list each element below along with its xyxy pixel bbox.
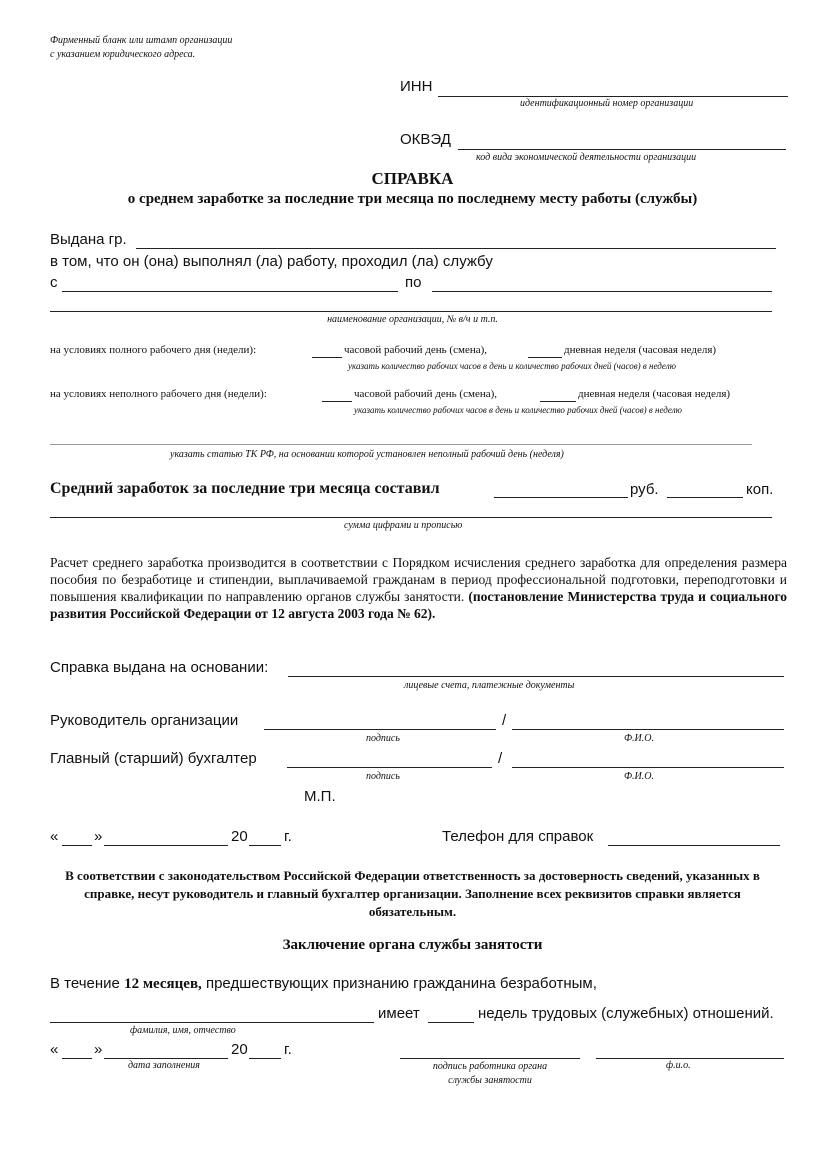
organization-field[interactable]	[50, 311, 772, 312]
conclusion-weeks-label: недель трудовых (служебных) отношений.	[478, 1005, 774, 1022]
conclusion-fio-short-note: ф.и.о.	[666, 1060, 691, 1071]
accountant-label: Главный (старший) бухгалтер	[50, 750, 257, 767]
full-time-note: указать количество рабочих часов в день и количество рабочих дней (часов) в неделю	[348, 361, 676, 371]
okved-note: код вида экономической деятельности организации	[476, 152, 697, 163]
conclusion-date-year-suffix: г.	[284, 1041, 292, 1058]
full-time-hours-field[interactable]	[312, 357, 342, 358]
stamp-place: М.П.	[304, 788, 336, 805]
director-signature-field[interactable]	[264, 729, 496, 730]
director-name-note: Ф.И.О.	[624, 733, 654, 744]
conclusion-line-bold: 12 месяцев,	[124, 976, 202, 992]
conclusion-fio-note: фамилия, имя, отчество	[130, 1025, 236, 1036]
inn-field[interactable]	[438, 96, 788, 97]
full-time-week-label: дневная неделя (часовая неделя)	[564, 344, 717, 356]
date-year-suffix: г.	[284, 828, 292, 845]
inn-label: ИНН	[400, 78, 433, 95]
basis-note: лицевые счета, платежные документы	[404, 680, 575, 691]
accountant-name-field[interactable]	[512, 767, 784, 768]
director-slash: /	[502, 712, 507, 729]
average-kop-label: коп.	[746, 481, 774, 498]
document-subtitle: о среднем заработке за последние три месяца по последнему месту работы (службы)	[127, 191, 698, 207]
letterhead-line-1: Фирменный бланк или штамп организации	[50, 35, 233, 46]
accountant-signature-field[interactable]	[287, 767, 492, 768]
conclusion-date-open: «	[50, 1041, 59, 1058]
basis-label: Справка выдана на основании:	[50, 659, 269, 676]
part-time-prefix: на условиях неполного рабочего дня (недели):	[50, 388, 267, 400]
average-kop-field[interactable]	[667, 497, 743, 498]
tk-article-field[interactable]	[50, 444, 752, 445]
average-rub-label: руб.	[630, 481, 659, 498]
conclusion-fio-field[interactable]	[50, 1022, 374, 1023]
conclusion-weeks-field[interactable]	[428, 1022, 474, 1023]
accountant-slash: /	[498, 750, 503, 767]
full-time-hours-label: часовой рабочий день (смена),	[344, 344, 488, 356]
part-time-week-label: дневная неделя (часовая неделя)	[578, 388, 731, 400]
conclusion-date-day-field[interactable]	[62, 1058, 92, 1059]
phone-label: Телефон для справок	[442, 828, 594, 845]
conclusion-line-post: предшествующих признанию гражданина безработным,	[205, 975, 597, 992]
calc-paragraph-bold: (постановление Министерства труда и социального развития Российской Федерации от 12 августа 2003 года № 62).	[50, 589, 787, 621]
issued-to-label: Выдана гр.	[50, 231, 127, 248]
date-month-field[interactable]	[104, 845, 228, 846]
average-rub-field[interactable]	[494, 497, 628, 498]
part-time-note: указать количество рабочих часов в день и количество рабочих дней (часов) в неделю	[354, 405, 682, 415]
worked-text: в том, что он (она) выполнял (ла) работу, проходил (ла) службу	[50, 253, 493, 270]
letterhead-line-2: с указанием юридического адреса.	[50, 49, 196, 60]
conclusion-date-year-field[interactable]	[249, 1058, 281, 1059]
to-label: по	[405, 274, 422, 291]
document-title: СПРАВКА	[371, 169, 454, 188]
full-time-prefix: на условиях полного рабочего дня (недели):	[50, 344, 257, 356]
part-time-hours-field[interactable]	[322, 401, 352, 402]
conclusion-date-note: дата заполнения	[128, 1060, 200, 1071]
part-time-days-field[interactable]	[540, 401, 576, 402]
conclusion-title: Заключение органа службы занятости	[282, 937, 543, 953]
average-note: сумма цифрами и прописью	[344, 520, 463, 531]
date-year-prefix: 20	[231, 828, 248, 845]
conclusion-date-year-prefix: 20	[231, 1041, 248, 1058]
director-name-field[interactable]	[512, 729, 784, 730]
accountant-sign-note: подпись	[366, 771, 400, 782]
average-text: Средний заработок за последние три месяца составил	[50, 480, 440, 497]
conclusion-worker-signature-field[interactable]	[400, 1058, 580, 1059]
date-open-quote: «	[50, 828, 59, 845]
average-words-field[interactable]	[50, 517, 772, 518]
accountant-name-note: Ф.И.О.	[624, 771, 654, 782]
conclusion-sign-note-line-1: подпись работника органа	[432, 1061, 548, 1072]
director-sign-note: подпись	[366, 733, 400, 744]
to-date-field[interactable]	[432, 291, 772, 292]
conclusion-sign-note-line-2: службы занятости	[448, 1075, 532, 1086]
calc-paragraph-text: Расчет среднего заработка производится в соответствии с Порядком исчисления среднего заработка для определения размера пособия по безработице и стипендии, выплачиваемой гражданам в период профессиональной подготовки, переподготовки и повышения квалификации по направлению органов службы занятости.	[50, 555, 787, 604]
inn-note: идентификационный номер организации	[520, 98, 694, 109]
part-time-hours-label: часовой рабочий день (смена),	[354, 388, 498, 400]
conclusion-date-close: »	[94, 1041, 103, 1058]
from-date-field[interactable]	[62, 291, 398, 292]
phone-field[interactable]	[608, 845, 780, 846]
calc-paragraph	[50, 554, 787, 622]
date-year-field[interactable]	[249, 845, 281, 846]
conclusion-sign-note	[400, 1060, 580, 1088]
conclusion-line	[50, 975, 597, 993]
conclusion-worker-name-field[interactable]	[596, 1058, 784, 1059]
basis-field[interactable]	[288, 676, 784, 677]
date-close-quote: »	[94, 828, 103, 845]
from-label: с	[50, 274, 58, 291]
organization-note: наименование организации, № в/ч и т.п.	[327, 314, 498, 325]
conclusion-has: имеет	[378, 1005, 420, 1022]
full-time-days-field[interactable]	[528, 357, 562, 358]
conclusion-date-month-field[interactable]	[104, 1058, 228, 1059]
issued-to-field[interactable]	[136, 248, 776, 249]
okved-label: ОКВЭД	[400, 131, 451, 148]
tk-article-note: указать статью ТК РФ, на основании которой установлен неполный рабочий день (неделя)	[170, 449, 564, 460]
director-label: Руководитель организации	[50, 712, 239, 729]
letterhead	[50, 34, 232, 62]
okved-field[interactable]	[458, 149, 786, 150]
responsibility-warning: В соответствии с законодательством Российской Федерации ответственность за достоверность сведений, указанных в справке, несут руководитель и главный бухгалтер организации. Заполнение всех реквизитов справки является обязательным.	[65, 868, 760, 919]
date-day-field[interactable]	[62, 845, 92, 846]
conclusion-line-pre: В течение	[50, 975, 120, 992]
